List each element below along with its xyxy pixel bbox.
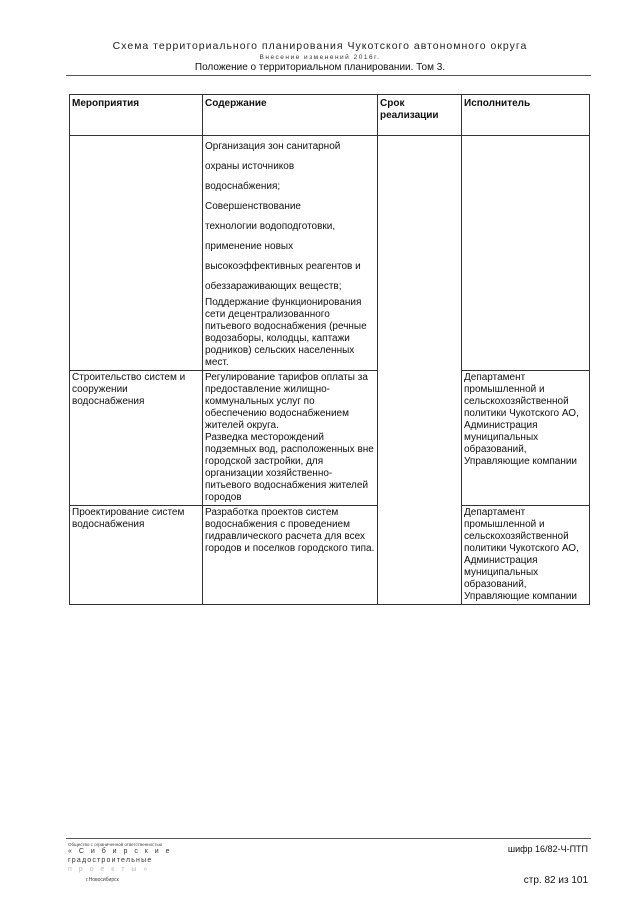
table-row xyxy=(70,371,590,506)
company-name-line1: « С и б и р с к и е xyxy=(68,848,173,855)
activity-cell: Проектирование систем водоснабжения xyxy=(70,506,203,605)
document-title: Схема территориального планирования Чукотского автономного округа xyxy=(112,40,528,52)
header-divider xyxy=(66,75,591,76)
content-paragraph: Регулирование тарифов оплаты за предоставление жилищно-коммунальных услуг по обеспечению водоснабжением жителей округа. xyxy=(205,372,368,431)
table-header-row xyxy=(70,95,590,136)
executor-cell: Департамент промышленной и сельскохозяйственной политики Чукотского АО, Администрация муниципальных образований, Управляющие компании xyxy=(462,371,590,506)
content-paragraph: Поддержание функционирования сети децентрализованного питьевого водоснабжения (речные водозаборы, колодцы, каптажи родников) сельских населенных мест. xyxy=(205,297,367,368)
company-city: г.Новосибирск xyxy=(86,877,119,883)
executor-cell: Департамент промышленной и сельскохозяйственной политики Чукотского АО, Администрация муниципальных образований, Управляющие компании xyxy=(462,506,590,605)
content-spaced-block xyxy=(205,137,375,297)
measures-table xyxy=(69,94,590,605)
content-line: водоснабжения; xyxy=(205,181,281,192)
document-subtitle: Внесение изменений 2016г. xyxy=(259,54,381,61)
content-line: технологии водоподготовки, xyxy=(205,221,336,232)
content-line: охраны источников xyxy=(205,161,295,172)
content-cell xyxy=(203,136,378,371)
document-code: шифр 16/82-Ч-ПТП xyxy=(507,844,588,854)
column-header-activities: Мероприятия xyxy=(70,95,203,136)
table-row xyxy=(70,506,590,605)
activity-cell xyxy=(70,136,203,371)
column-header-content: Содержание xyxy=(203,95,378,136)
company-org-form: Общество с ограниченной ответственностью xyxy=(68,842,163,847)
table-row xyxy=(70,136,590,371)
term-cell xyxy=(378,136,462,605)
content-line: обеззараживающих веществ; xyxy=(205,281,342,292)
content-cell: Разработка проектов систем водоснабжения с проведением гидравлического расчета для всех городов и поселков городского типа. xyxy=(203,506,378,605)
column-header-executor: Исполнитель xyxy=(462,95,590,136)
content-line: применение новых xyxy=(205,241,294,252)
company-name-line2: градостроительные xyxy=(68,857,153,864)
company-name-line3: п р о е к т ы » xyxy=(68,866,150,873)
activity-cell: Строительство систем и сооружении водоснабжения xyxy=(70,371,203,506)
content-paragraph: Разведка месторождений подземных вод, расположенных вне городской застройки, для организации хозяйственно-питьевого водоснабжения жителей городов xyxy=(205,432,374,503)
content-cell xyxy=(203,371,378,506)
executor-cell xyxy=(462,136,590,371)
content-line: высокоэффективных реагентов и xyxy=(205,261,361,272)
page-number: стр. 82 из 101 xyxy=(523,875,588,886)
volume-title: Положение о территориальном планировании. Том 3. xyxy=(194,62,446,73)
footer-divider xyxy=(66,838,591,839)
content-line: Организация зон санитарной xyxy=(205,141,341,152)
column-header-term: Срок реализации xyxy=(378,95,462,136)
content-line: Совершенствование xyxy=(205,201,301,212)
